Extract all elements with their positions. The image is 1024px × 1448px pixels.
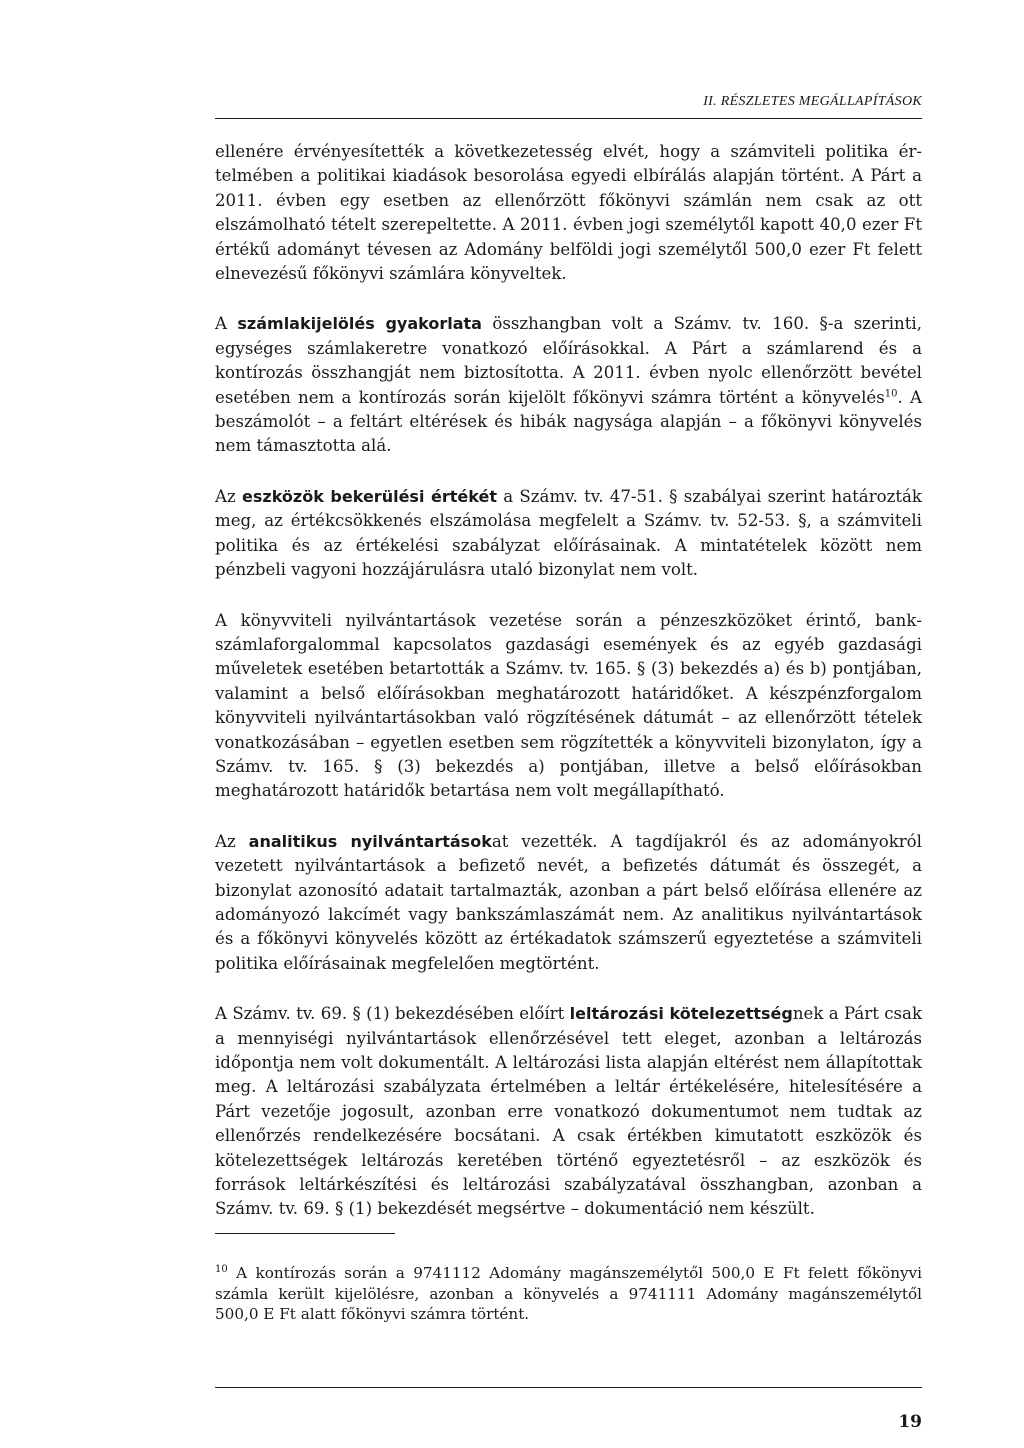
p2-bold-term: számlakijelölés gyakorlata	[237, 314, 482, 334]
footnote-text: A kontírozás során a 9741112 Adomány magánszemélytől 500,0 E Ft felett főkönyvi számla került kijelölésre, azonban a könyvelés a 9741111 Adomány magánszemélytől 500,0 E Ft alatt főkönyvi számra történt.	[215, 1264, 922, 1324]
p5-text-b: at vezették. A tagdíjakról és az adományokról vezetett nyilvántartások a befizető nevét, a befizetés dátumát és összegét, a bizonylat azonosító adatait tartalmazták, azonban a párt belső előírása ellenére az adományozó lakcímét vagy bankszámlaszámát nem. Az analitikus nyilvántartások és a főkönyvi könyvelés között az értékadatok számszerű egyeztetése a számviteli politika előírásainak megfelelően megtörtént.	[215, 831, 922, 973]
header-divider	[215, 118, 922, 119]
paragraph-account-designation	[215, 312, 922, 458]
main-content	[215, 140, 922, 1248]
paragraph-1-text: ellenére érvényesítették a következetesség elvét, hogy a számviteli politika értelmében a politikai kiadások besorolása egyedi elbírálás alapján történt. A Párt a 2011. évben egy esetben az ellenőrzött főkönyvi számlán nem csak az ott elszámolható tételt szerepeltette. A 2011. évben jogi személytől kapott 40,0 ezer Ft értékű adományt tévesen az Adomány belföldi jogi személytől 500,0 ezer Ft felett elnevezésű főkönyvi számlára könyveltek.	[215, 142, 922, 284]
footer-divider	[215, 1387, 922, 1388]
paragraph-inventory	[215, 1002, 922, 1222]
p5-text-a: Az	[215, 831, 249, 851]
footnote-number: 10	[215, 1263, 228, 1275]
p6-bold-term: leltározási kötelezettség	[569, 1004, 793, 1024]
p6-text-a: A Számv. tv. 69. § (1) bekezdésében előírt	[215, 1004, 570, 1024]
p3-text-a: Az	[215, 486, 243, 506]
paragraph-analytic-records	[215, 830, 922, 976]
p2-text-a: A	[215, 314, 238, 334]
paragraph-asset-value	[215, 485, 922, 583]
footnote-10	[215, 1263, 922, 1325]
p2-text-c: . A beszámolót – a feltárt eltérések és hibák nagysága alapján – a főkönyvi könyvelés nem támasztotta alá.	[215, 387, 922, 456]
paragraph-4-text: A könyvviteli nyilvántartások vezetése során a pénzeszközöket érintő, bankszámlaforgalommal kapcsolatos gazdasági események és az egyéb gazdasági műveletek esetében betartották a Számv. tv. 165. § (3) bekezdés a) és b) pontjában, valamint a belső előírásokban meghatározott határidőket. A készpénzforgalom könyvviteli nyilvántartásokban való rögzítésének dátumát – az ellenőrzött tételek vonatkozásában – egyetlen esetben sem rögzítették a könyvviteli bizonylaton, így a Számv. tv. 165. § (3) bekezdés a) pontjában, illetve a belső előírásokban meghatározott határidők betartása nem volt megállapítható.	[215, 610, 922, 801]
page-number: 19	[898, 1412, 922, 1432]
p3-bold-term: eszközök bekerülési értékét	[242, 486, 497, 506]
p3-text-b: a Számv. tv. 47-51. § szabályai szerint határozták meg, az értékcsökkenés elszámolása megfelelt a Számv. tv. 52-53. §, a számviteli politika és az értékelési szabályzat előírásainak. A mintatételek között nem pénzbeli vagyoni hozzájárulásra utaló bizonylat nem volt.	[215, 486, 922, 580]
footnote-separator	[215, 1233, 395, 1234]
footnote-ref-10: 10	[884, 388, 898, 400]
paragraph-bookkeeping	[215, 609, 922, 804]
running-header: II. RÉSZLETES MEGÁLLAPÍTÁSOK	[703, 94, 922, 109]
p5-bold-term: analitikus nyilvántartások	[248, 831, 492, 851]
paragraph-1	[215, 140, 922, 286]
p6-text-b: nek a Párt csak a mennyiségi nyilvántartások ellenőrzésével tett eleget, azonban a leltározás időpontja nem volt dokumentált. A leltározási lista alapján eltérést nem állapítottak meg. A leltározási szabályzata értelmében a leltár értékelésére, hitelesítésére a Párt vezetője jogosult, azonban erre vonatkozó dokumentumot nem tudtak az ellenőrzés rendelkezésére bocsátani. A csak értékben kimutatott eszközök és kötelezettségek leltározás keretében történő egyeztetésről – az eszközök és források leltárkészítési és leltározási szabályzatával összhangban, azonban a Számv. tv. 69. § (1) bekezdését megsértve – dokumentáció nem készült.	[215, 1004, 922, 1219]
p2-text-b: összhangban volt a Számv. tv. 160. §-a szerinti, egységes számlakeretre vonatkozó előírásokkal. A Párt a számlarend és a kontírozás összhangját nem biztosította. A 2011. évben nyolc ellenőrzött bevétel esetében nem a kontírozás során kijelölt főkönyvi számra történt a könyvelés	[215, 314, 922, 407]
